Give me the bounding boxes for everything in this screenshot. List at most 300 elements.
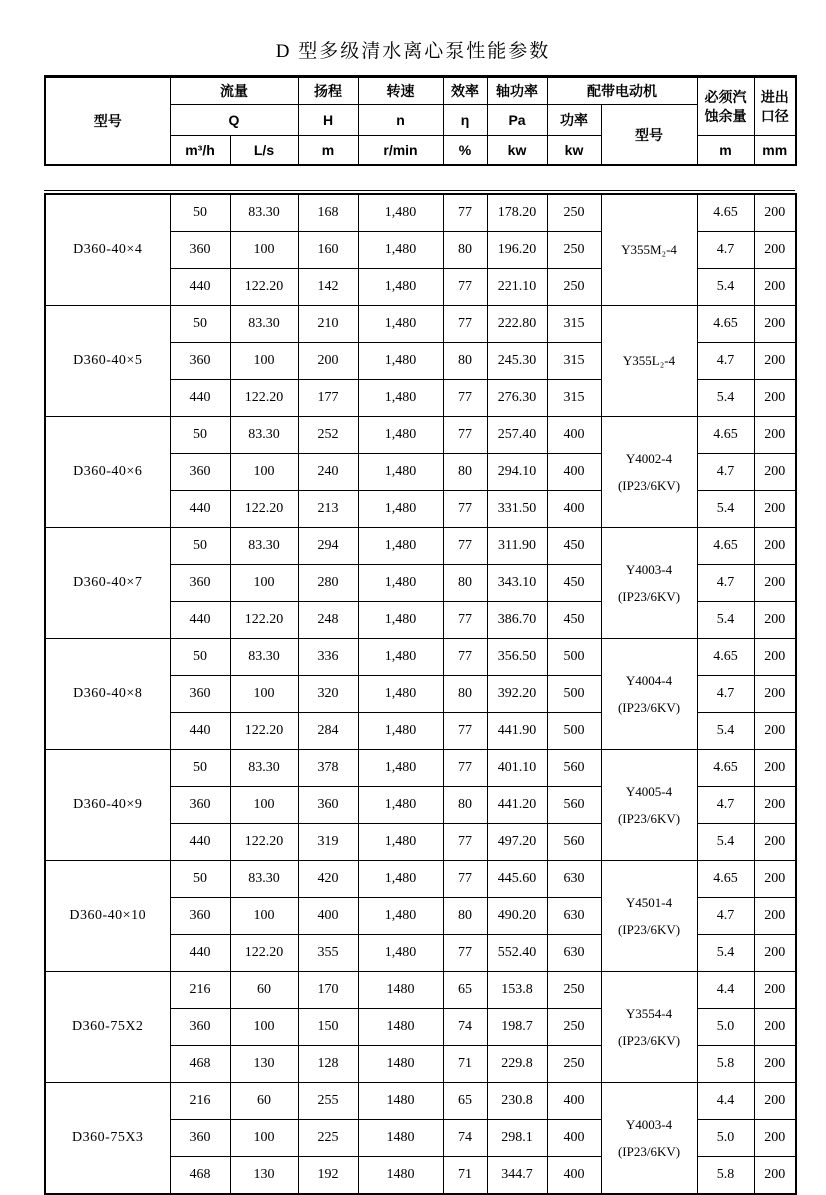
flow-ls-cell: 122.20 bbox=[230, 713, 298, 750]
speed-cell: 1480 bbox=[358, 1046, 443, 1083]
head-cell: 294 bbox=[298, 528, 358, 565]
spec-body-table bbox=[44, 193, 797, 1195]
header-shaft-power: 轴功率 bbox=[487, 77, 547, 105]
pump-table-body bbox=[45, 194, 796, 1194]
table-row bbox=[45, 528, 796, 565]
motor-model-line: Y4002-4 bbox=[625, 450, 673, 466]
motor-power-cell: 450 bbox=[547, 565, 601, 602]
shaft-power-cell: 401.10 bbox=[487, 750, 547, 787]
motor-power-cell: 250 bbox=[547, 269, 601, 306]
motor-power-cell: 500 bbox=[547, 676, 601, 713]
diameter-cell: 200 bbox=[754, 972, 796, 1009]
speed-cell: 1480 bbox=[358, 1120, 443, 1157]
diameter-cell: 200 bbox=[754, 935, 796, 972]
flow-ls-cell: 122.20 bbox=[230, 269, 298, 306]
npsh-cell: 4.65 bbox=[697, 861, 754, 898]
diameter-cell: 200 bbox=[754, 454, 796, 491]
head-cell: 170 bbox=[298, 972, 358, 1009]
unit-pct: % bbox=[443, 136, 487, 166]
npsh-cell: 4.4 bbox=[697, 1083, 754, 1120]
motor-power-cell: 250 bbox=[547, 1046, 601, 1083]
head-cell: 355 bbox=[298, 935, 358, 972]
header-pump-model: 型号 bbox=[45, 77, 170, 166]
header-diameter-line2: 口径 bbox=[760, 107, 789, 124]
npsh-cell: 4.65 bbox=[697, 306, 754, 343]
motor-model-line: Y355M₂-4 bbox=[621, 242, 677, 258]
flow-m3h-cell: 360 bbox=[170, 898, 230, 935]
efficiency-cell: 77 bbox=[443, 713, 487, 750]
body-table-top-rule bbox=[44, 190, 795, 191]
flow-ls-cell: 100 bbox=[230, 676, 298, 713]
diameter-cell: 200 bbox=[754, 750, 796, 787]
motor-power-cell: 450 bbox=[547, 602, 601, 639]
head-cell: 248 bbox=[298, 602, 358, 639]
header-motor-model: 型号 bbox=[601, 105, 697, 166]
diameter-cell: 200 bbox=[754, 861, 796, 898]
diameter-cell: 200 bbox=[754, 343, 796, 380]
shaft-power-cell: 441.90 bbox=[487, 713, 547, 750]
motor-model-line: (IP23/6KV) bbox=[617, 589, 681, 604]
flow-ls-cell: 60 bbox=[230, 972, 298, 1009]
motor-power-cell: 400 bbox=[547, 1157, 601, 1195]
shaft-power-cell: 311.90 bbox=[487, 528, 547, 565]
pump-model-cell: D360-40×6 bbox=[45, 417, 170, 528]
motor-power-cell: 250 bbox=[547, 972, 601, 1009]
speed-cell: 1,480 bbox=[358, 417, 443, 454]
npsh-cell: 4.65 bbox=[697, 528, 754, 565]
efficiency-cell: 77 bbox=[443, 639, 487, 676]
header-pa: Pa bbox=[487, 105, 547, 136]
table-area bbox=[44, 75, 795, 1195]
speed-cell: 1,480 bbox=[358, 454, 443, 491]
head-cell: 210 bbox=[298, 306, 358, 343]
efficiency-cell: 80 bbox=[443, 454, 487, 491]
head-cell: 320 bbox=[298, 676, 358, 713]
speed-cell: 1480 bbox=[358, 1157, 443, 1195]
npsh-cell: 5.8 bbox=[697, 1157, 754, 1195]
unit-kw-shaft: kw bbox=[487, 136, 547, 166]
motor-model-cell bbox=[601, 417, 697, 528]
flow-m3h-cell: 440 bbox=[170, 491, 230, 528]
head-cell: 192 bbox=[298, 1157, 358, 1195]
efficiency-cell: 80 bbox=[443, 232, 487, 269]
diameter-cell: 200 bbox=[754, 1120, 796, 1157]
header-npsh bbox=[697, 77, 754, 136]
table-row bbox=[45, 194, 796, 232]
flow-ls-cell: 83.30 bbox=[230, 194, 298, 232]
diameter-cell: 200 bbox=[754, 194, 796, 232]
shaft-power-cell: 153.8 bbox=[487, 972, 547, 1009]
npsh-cell: 4.7 bbox=[697, 232, 754, 269]
npsh-cell: 4.7 bbox=[697, 565, 754, 602]
flow-ls-cell: 83.30 bbox=[230, 861, 298, 898]
head-cell: 400 bbox=[298, 898, 358, 935]
shaft-power-cell: 298.1 bbox=[487, 1120, 547, 1157]
speed-cell: 1,480 bbox=[358, 787, 443, 824]
flow-m3h-cell: 50 bbox=[170, 861, 230, 898]
flow-m3h-cell: 360 bbox=[170, 343, 230, 380]
diameter-cell: 200 bbox=[754, 824, 796, 861]
head-cell: 168 bbox=[298, 194, 358, 232]
efficiency-cell: 77 bbox=[443, 269, 487, 306]
efficiency-cell: 77 bbox=[443, 750, 487, 787]
speed-cell: 1,480 bbox=[358, 676, 443, 713]
header-h: H bbox=[298, 105, 358, 136]
efficiency-cell: 65 bbox=[443, 1083, 487, 1120]
motor-model-cell bbox=[601, 750, 697, 861]
motor-power-cell: 500 bbox=[547, 713, 601, 750]
motor-power-cell: 400 bbox=[547, 417, 601, 454]
diameter-cell: 200 bbox=[754, 713, 796, 750]
speed-cell: 1,480 bbox=[358, 639, 443, 676]
diameter-cell: 200 bbox=[754, 602, 796, 639]
header-head: 扬程 bbox=[298, 77, 358, 105]
diameter-cell: 200 bbox=[754, 1009, 796, 1046]
motor-power-cell: 400 bbox=[547, 1120, 601, 1157]
efficiency-cell: 74 bbox=[443, 1009, 487, 1046]
npsh-cell: 4.65 bbox=[697, 639, 754, 676]
efficiency-cell: 77 bbox=[443, 935, 487, 972]
shaft-power-cell: 230.8 bbox=[487, 1083, 547, 1120]
motor-model-line: Y3554-4 bbox=[625, 1005, 673, 1021]
flow-ls-cell: 100 bbox=[230, 343, 298, 380]
efficiency-cell: 77 bbox=[443, 306, 487, 343]
header-efficiency: 效率 bbox=[443, 77, 487, 105]
speed-cell: 1,480 bbox=[358, 528, 443, 565]
efficiency-cell: 71 bbox=[443, 1046, 487, 1083]
flow-m3h-cell: 360 bbox=[170, 454, 230, 491]
header-eta: η bbox=[443, 105, 487, 136]
speed-cell: 1480 bbox=[358, 1009, 443, 1046]
unit-kw-motor: kw bbox=[547, 136, 601, 166]
table-row bbox=[45, 972, 796, 1009]
motor-model-line: (IP23/6KV) bbox=[617, 1144, 681, 1159]
header-diameter-line1: 进出 bbox=[760, 88, 789, 105]
flow-m3h-cell: 440 bbox=[170, 269, 230, 306]
flow-ls-cell: 100 bbox=[230, 787, 298, 824]
npsh-cell: 5.0 bbox=[697, 1009, 754, 1046]
npsh-cell: 4.7 bbox=[697, 343, 754, 380]
motor-model-cell bbox=[601, 861, 697, 972]
flow-ls-cell: 100 bbox=[230, 565, 298, 602]
speed-cell: 1,480 bbox=[358, 750, 443, 787]
diameter-cell: 200 bbox=[754, 1157, 796, 1195]
flow-ls-cell: 100 bbox=[230, 1120, 298, 1157]
motor-model-line: (IP23/6KV) bbox=[617, 700, 681, 715]
flow-m3h-cell: 360 bbox=[170, 232, 230, 269]
motor-power-cell: 315 bbox=[547, 343, 601, 380]
header-npsh-line1: 必须汽 bbox=[704, 88, 747, 105]
efficiency-cell: 74 bbox=[443, 1120, 487, 1157]
efficiency-cell: 77 bbox=[443, 861, 487, 898]
pump-model-cell: D360-40×7 bbox=[45, 528, 170, 639]
motor-power-cell: 250 bbox=[547, 232, 601, 269]
unit-dia-mm: mm bbox=[754, 136, 796, 166]
flow-ls-cell: 83.30 bbox=[230, 417, 298, 454]
diameter-cell: 200 bbox=[754, 380, 796, 417]
header-motor-power: 功率 bbox=[547, 105, 601, 136]
motor-power-cell: 630 bbox=[547, 935, 601, 972]
flow-ls-cell: 122.20 bbox=[230, 602, 298, 639]
npsh-cell: 4.4 bbox=[697, 972, 754, 1009]
flow-ls-cell: 100 bbox=[230, 898, 298, 935]
shaft-power-cell: 490.20 bbox=[487, 898, 547, 935]
npsh-cell: 5.8 bbox=[697, 1046, 754, 1083]
speed-cell: 1,480 bbox=[358, 898, 443, 935]
motor-power-cell: 250 bbox=[547, 194, 601, 232]
npsh-cell: 5.4 bbox=[697, 824, 754, 861]
motor-model-cell bbox=[601, 1083, 697, 1195]
efficiency-cell: 71 bbox=[443, 1157, 487, 1195]
npsh-cell: 5.4 bbox=[697, 602, 754, 639]
shaft-power-cell: 552.40 bbox=[487, 935, 547, 972]
efficiency-cell: 77 bbox=[443, 194, 487, 232]
diameter-cell: 200 bbox=[754, 269, 796, 306]
efficiency-cell: 77 bbox=[443, 380, 487, 417]
motor-model-line: (IP23/6KV) bbox=[617, 478, 681, 493]
motor-model-line: (IP23/6KV) bbox=[617, 922, 681, 937]
flow-ls-cell: 83.30 bbox=[230, 750, 298, 787]
motor-power-cell: 315 bbox=[547, 306, 601, 343]
speed-cell: 1,480 bbox=[358, 713, 443, 750]
flow-ls-cell: 83.30 bbox=[230, 639, 298, 676]
head-cell: 160 bbox=[298, 232, 358, 269]
diameter-cell: 200 bbox=[754, 528, 796, 565]
shaft-power-cell: 356.50 bbox=[487, 639, 547, 676]
motor-model-line: (IP23/6KV) bbox=[617, 811, 681, 826]
head-cell: 280 bbox=[298, 565, 358, 602]
npsh-cell: 5.4 bbox=[697, 713, 754, 750]
speed-cell: 1,480 bbox=[358, 380, 443, 417]
flow-m3h-cell: 50 bbox=[170, 750, 230, 787]
table-row bbox=[45, 306, 796, 343]
efficiency-cell: 77 bbox=[443, 824, 487, 861]
efficiency-cell: 65 bbox=[443, 972, 487, 1009]
header-npsh-line2: 蚀余量 bbox=[704, 107, 747, 124]
diameter-cell: 200 bbox=[754, 565, 796, 602]
table-row bbox=[45, 750, 796, 787]
header-speed: 转速 bbox=[358, 77, 443, 105]
flow-m3h-cell: 360 bbox=[170, 1009, 230, 1046]
flow-ls-cell: 130 bbox=[230, 1157, 298, 1195]
flow-ls-cell: 83.30 bbox=[230, 528, 298, 565]
npsh-cell: 4.7 bbox=[697, 898, 754, 935]
head-cell: 378 bbox=[298, 750, 358, 787]
npsh-cell: 5.4 bbox=[697, 491, 754, 528]
unit-npsh-m: m bbox=[697, 136, 754, 166]
npsh-cell: 5.4 bbox=[697, 380, 754, 417]
head-cell: 142 bbox=[298, 269, 358, 306]
motor-power-cell: 630 bbox=[547, 861, 601, 898]
header-q: Q bbox=[170, 105, 298, 136]
shaft-power-cell: 178.20 bbox=[487, 194, 547, 232]
unit-ls: L/s bbox=[230, 136, 298, 166]
shaft-power-cell: 221.10 bbox=[487, 269, 547, 306]
pump-model-cell: D360-40×9 bbox=[45, 750, 170, 861]
flow-m3h-cell: 360 bbox=[170, 676, 230, 713]
speed-cell: 1,480 bbox=[358, 935, 443, 972]
efficiency-cell: 77 bbox=[443, 528, 487, 565]
unit-m: m bbox=[298, 136, 358, 166]
shaft-power-cell: 198.7 bbox=[487, 1009, 547, 1046]
speed-cell: 1,480 bbox=[358, 565, 443, 602]
efficiency-cell: 77 bbox=[443, 417, 487, 454]
head-cell: 150 bbox=[298, 1009, 358, 1046]
motor-model-line: Y4003-4 bbox=[625, 561, 673, 577]
motor-power-cell: 500 bbox=[547, 639, 601, 676]
motor-power-cell: 560 bbox=[547, 787, 601, 824]
motor-model-line: Y355L₂-4 bbox=[622, 353, 676, 369]
shaft-power-cell: 245.30 bbox=[487, 343, 547, 380]
motor-model-cell bbox=[601, 639, 697, 750]
motor-model-cell bbox=[601, 528, 697, 639]
pump-model-cell: D360-75X2 bbox=[45, 972, 170, 1083]
motor-model-line: (IP23/6KV) bbox=[617, 1033, 681, 1048]
diameter-cell: 200 bbox=[754, 639, 796, 676]
head-cell: 200 bbox=[298, 343, 358, 380]
head-cell: 213 bbox=[298, 491, 358, 528]
speed-cell: 1,480 bbox=[358, 343, 443, 380]
header-motor-group: 配带电动机 bbox=[547, 77, 697, 105]
speed-cell: 1,480 bbox=[358, 491, 443, 528]
diameter-cell: 200 bbox=[754, 232, 796, 269]
motor-model-cell bbox=[601, 972, 697, 1083]
flow-ls-cell: 83.30 bbox=[230, 306, 298, 343]
speed-cell: 1,480 bbox=[358, 269, 443, 306]
shaft-power-cell: 344.7 bbox=[487, 1157, 547, 1195]
shaft-power-cell: 196.20 bbox=[487, 232, 547, 269]
header-diameter bbox=[754, 77, 796, 136]
shaft-power-cell: 392.20 bbox=[487, 676, 547, 713]
table-row bbox=[45, 639, 796, 676]
head-cell: 240 bbox=[298, 454, 358, 491]
shaft-power-cell: 222.80 bbox=[487, 306, 547, 343]
diameter-cell: 200 bbox=[754, 787, 796, 824]
efficiency-cell: 80 bbox=[443, 343, 487, 380]
motor-power-cell: 400 bbox=[547, 491, 601, 528]
head-cell: 360 bbox=[298, 787, 358, 824]
head-cell: 319 bbox=[298, 824, 358, 861]
table-row bbox=[45, 417, 796, 454]
motor-power-cell: 315 bbox=[547, 380, 601, 417]
header-row-1 bbox=[45, 77, 796, 105]
spec-header-table bbox=[44, 75, 797, 166]
shaft-power-cell: 257.40 bbox=[487, 417, 547, 454]
flow-m3h-cell: 50 bbox=[170, 194, 230, 232]
flow-ls-cell: 122.20 bbox=[230, 824, 298, 861]
flow-ls-cell: 122.20 bbox=[230, 380, 298, 417]
head-cell: 420 bbox=[298, 861, 358, 898]
flow-m3h-cell: 216 bbox=[170, 972, 230, 1009]
flow-m3h-cell: 440 bbox=[170, 713, 230, 750]
npsh-cell: 4.65 bbox=[697, 750, 754, 787]
shaft-power-cell: 229.8 bbox=[487, 1046, 547, 1083]
shaft-power-cell: 343.10 bbox=[487, 565, 547, 602]
shaft-power-cell: 445.60 bbox=[487, 861, 547, 898]
shaft-power-cell: 276.30 bbox=[487, 380, 547, 417]
diameter-cell: 200 bbox=[754, 306, 796, 343]
efficiency-cell: 80 bbox=[443, 565, 487, 602]
flow-m3h-cell: 440 bbox=[170, 602, 230, 639]
flow-m3h-cell: 50 bbox=[170, 639, 230, 676]
head-cell: 336 bbox=[298, 639, 358, 676]
motor-model-cell bbox=[601, 194, 697, 306]
motor-power-cell: 560 bbox=[547, 824, 601, 861]
flow-ls-cell: 60 bbox=[230, 1083, 298, 1120]
npsh-cell: 5.4 bbox=[697, 935, 754, 972]
speed-cell: 1,480 bbox=[358, 861, 443, 898]
speed-cell: 1480 bbox=[358, 1083, 443, 1120]
shaft-power-cell: 386.70 bbox=[487, 602, 547, 639]
npsh-cell: 4.7 bbox=[697, 454, 754, 491]
speed-cell: 1,480 bbox=[358, 824, 443, 861]
npsh-cell: 4.7 bbox=[697, 787, 754, 824]
speed-cell: 1,480 bbox=[358, 194, 443, 232]
flow-m3h-cell: 468 bbox=[170, 1046, 230, 1083]
motor-model-line: Y4501-4 bbox=[625, 894, 673, 910]
pump-model-cell: D360-75X3 bbox=[45, 1083, 170, 1195]
flow-ls-cell: 100 bbox=[230, 1009, 298, 1046]
diameter-cell: 200 bbox=[754, 1046, 796, 1083]
shaft-power-cell: 331.50 bbox=[487, 491, 547, 528]
shaft-power-cell: 294.10 bbox=[487, 454, 547, 491]
table-row bbox=[45, 861, 796, 898]
head-cell: 128 bbox=[298, 1046, 358, 1083]
pump-model-cell: D360-40×8 bbox=[45, 639, 170, 750]
diameter-cell: 200 bbox=[754, 417, 796, 454]
flow-ls-cell: 100 bbox=[230, 232, 298, 269]
flow-m3h-cell: 468 bbox=[170, 1157, 230, 1195]
efficiency-cell: 77 bbox=[443, 491, 487, 528]
diameter-cell: 200 bbox=[754, 898, 796, 935]
unit-rmin: r/min bbox=[358, 136, 443, 166]
efficiency-cell: 80 bbox=[443, 898, 487, 935]
flow-ls-cell: 122.20 bbox=[230, 491, 298, 528]
efficiency-cell: 80 bbox=[443, 676, 487, 713]
head-cell: 177 bbox=[298, 380, 358, 417]
motor-model-line: Y4004-4 bbox=[625, 672, 673, 688]
header-n: n bbox=[358, 105, 443, 136]
page-title: D 型多级清水离心泵性能参数 bbox=[275, 41, 551, 62]
efficiency-cell: 77 bbox=[443, 602, 487, 639]
flow-ls-cell: 100 bbox=[230, 454, 298, 491]
flow-m3h-cell: 440 bbox=[170, 824, 230, 861]
diameter-cell: 200 bbox=[754, 1083, 796, 1120]
head-cell: 225 bbox=[298, 1120, 358, 1157]
flow-m3h-cell: 440 bbox=[170, 935, 230, 972]
npsh-cell: 4.7 bbox=[697, 676, 754, 713]
shaft-power-cell: 497.20 bbox=[487, 824, 547, 861]
flow-m3h-cell: 440 bbox=[170, 380, 230, 417]
npsh-cell: 4.65 bbox=[697, 194, 754, 232]
header-flow: 流量 bbox=[170, 77, 298, 105]
shaft-power-cell: 441.20 bbox=[487, 787, 547, 824]
motor-power-cell: 450 bbox=[547, 528, 601, 565]
pump-model-cell: D360-40×5 bbox=[45, 306, 170, 417]
motor-model-cell bbox=[601, 306, 697, 417]
flow-m3h-cell: 360 bbox=[170, 565, 230, 602]
speed-cell: 1480 bbox=[358, 972, 443, 1009]
speed-cell: 1,480 bbox=[358, 232, 443, 269]
flow-m3h-cell: 50 bbox=[170, 528, 230, 565]
flow-ls-cell: 122.20 bbox=[230, 935, 298, 972]
diameter-cell: 200 bbox=[754, 676, 796, 713]
head-cell: 252 bbox=[298, 417, 358, 454]
npsh-cell: 5.4 bbox=[697, 269, 754, 306]
motor-power-cell: 560 bbox=[547, 750, 601, 787]
pump-model-cell: D360-40×4 bbox=[45, 194, 170, 306]
speed-cell: 1,480 bbox=[358, 602, 443, 639]
